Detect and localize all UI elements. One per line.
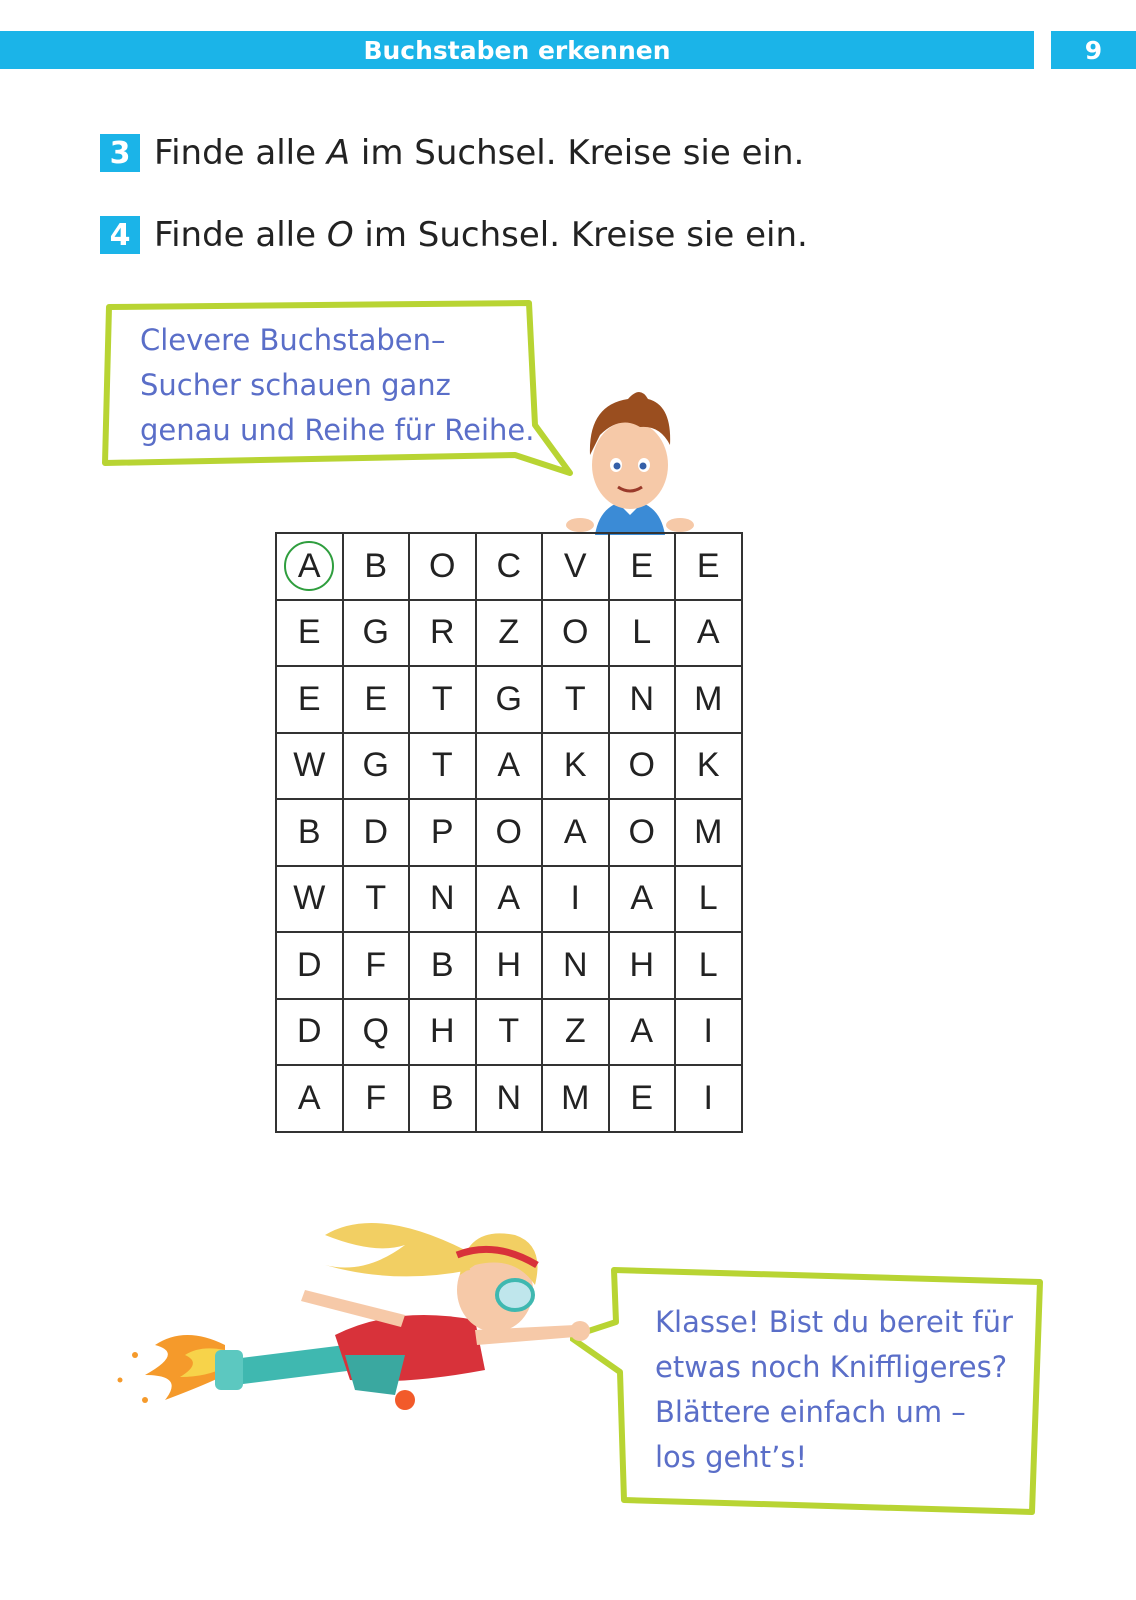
task-number-badge: 4: [100, 216, 140, 254]
grid-cell[interactable]: T: [477, 1000, 544, 1067]
grid-cell[interactable]: T: [410, 667, 477, 734]
task-3: [100, 133, 804, 173]
grid-cell[interactable]: B: [410, 933, 477, 1000]
grid-cell[interactable]: I: [543, 867, 610, 934]
grid-cell[interactable]: N: [410, 867, 477, 934]
grid-cell[interactable]: W: [277, 734, 344, 801]
grid-cell[interactable]: R: [410, 601, 477, 668]
grid-cell[interactable]: L: [610, 601, 677, 668]
grid-cell[interactable]: F: [344, 1066, 411, 1133]
grid-cell[interactable]: C: [477, 534, 544, 601]
grid-cell[interactable]: H: [610, 933, 677, 1000]
bubble-girl-text: Klasse! Bist du bereit für etwas noch Kniffligeres? Blättere einfach um – los geht’s!: [655, 1305, 1013, 1474]
grid-cell[interactable]: L: [676, 867, 743, 934]
boy-illustration: [560, 385, 700, 535]
grid-cell[interactable]: O: [410, 534, 477, 601]
grid-cell[interactable]: O: [610, 800, 677, 867]
grid-cell[interactable]: G: [344, 601, 411, 668]
grid-cell[interactable]: I: [676, 1000, 743, 1067]
grid-cell[interactable]: E: [344, 667, 411, 734]
chapter-title: Buchstaben erkennen: [363, 35, 671, 65]
grid-cell[interactable]: A: [610, 1000, 677, 1067]
grid-cell[interactable]: H: [410, 1000, 477, 1067]
task-4: [100, 215, 808, 255]
grid-cell[interactable]: G: [477, 667, 544, 734]
grid-cell[interactable]: M: [676, 667, 743, 734]
letter-search-grid: [275, 532, 743, 1133]
grid-cell[interactable]: A: [277, 534, 344, 601]
chapter-title-bar: [0, 31, 1034, 69]
grid-cell[interactable]: F: [344, 933, 411, 1000]
grid-cell[interactable]: T: [410, 734, 477, 801]
grid-cell[interactable]: Q: [344, 1000, 411, 1067]
grid-cell[interactable]: T: [543, 667, 610, 734]
task-instruction: Finde alle A im Suchsel. Kreise sie ein.: [154, 133, 805, 173]
grid-cell[interactable]: B: [344, 534, 411, 601]
grid-cell[interactable]: E: [610, 534, 677, 601]
grid-cell[interactable]: H: [477, 933, 544, 1000]
grid-cell[interactable]: I: [676, 1066, 743, 1133]
grid-cell[interactable]: W: [277, 867, 344, 934]
grid-cell[interactable]: A: [543, 800, 610, 867]
grid-cell[interactable]: E: [277, 667, 344, 734]
grid-cell[interactable]: E: [610, 1066, 677, 1133]
grid-cell[interactable]: A: [477, 867, 544, 934]
grid-cell[interactable]: Z: [543, 1000, 610, 1067]
grid-cell[interactable]: L: [676, 933, 743, 1000]
grid-cell[interactable]: Z: [477, 601, 544, 668]
grid-cell[interactable]: A: [676, 601, 743, 668]
grid-cell[interactable]: D: [277, 933, 344, 1000]
grid-cell[interactable]: B: [410, 1066, 477, 1133]
grid-cell[interactable]: O: [610, 734, 677, 801]
grid-cell[interactable]: K: [676, 734, 743, 801]
grid-cell[interactable]: A: [477, 734, 544, 801]
grid-cell[interactable]: O: [543, 601, 610, 668]
grid-cell[interactable]: N: [477, 1066, 544, 1133]
grid-cell[interactable]: M: [676, 800, 743, 867]
grid-cell[interactable]: M: [543, 1066, 610, 1133]
bubble-boy-text: Clevere Buchstaben– Sucher schauen ganz genau und Reihe für Reihe.: [140, 323, 535, 447]
grid-cell[interactable]: A: [610, 867, 677, 934]
task-number-badge: 3: [100, 134, 140, 172]
grid-cell[interactable]: T: [344, 867, 411, 934]
grid-cell[interactable]: P: [410, 800, 477, 867]
page-number: 9: [1051, 31, 1136, 69]
grid-cell[interactable]: N: [610, 667, 677, 734]
grid-cell[interactable]: G: [344, 734, 411, 801]
grid-cell[interactable]: A: [277, 1066, 344, 1133]
grid-cell[interactable]: V: [543, 534, 610, 601]
grid-cell[interactable]: D: [277, 1000, 344, 1067]
grid-cell[interactable]: B: [277, 800, 344, 867]
grid-cell[interactable]: K: [543, 734, 610, 801]
flying-girl-illustration: [75, 1195, 615, 1465]
grid-cell[interactable]: N: [543, 933, 610, 1000]
task-instruction: Finde alle O im Suchsel. Kreise sie ein.: [154, 215, 808, 255]
grid-cell[interactable]: D: [344, 800, 411, 867]
grid-cell[interactable]: E: [277, 601, 344, 668]
grid-cell[interactable]: E: [676, 534, 743, 601]
grid-cell[interactable]: O: [477, 800, 544, 867]
